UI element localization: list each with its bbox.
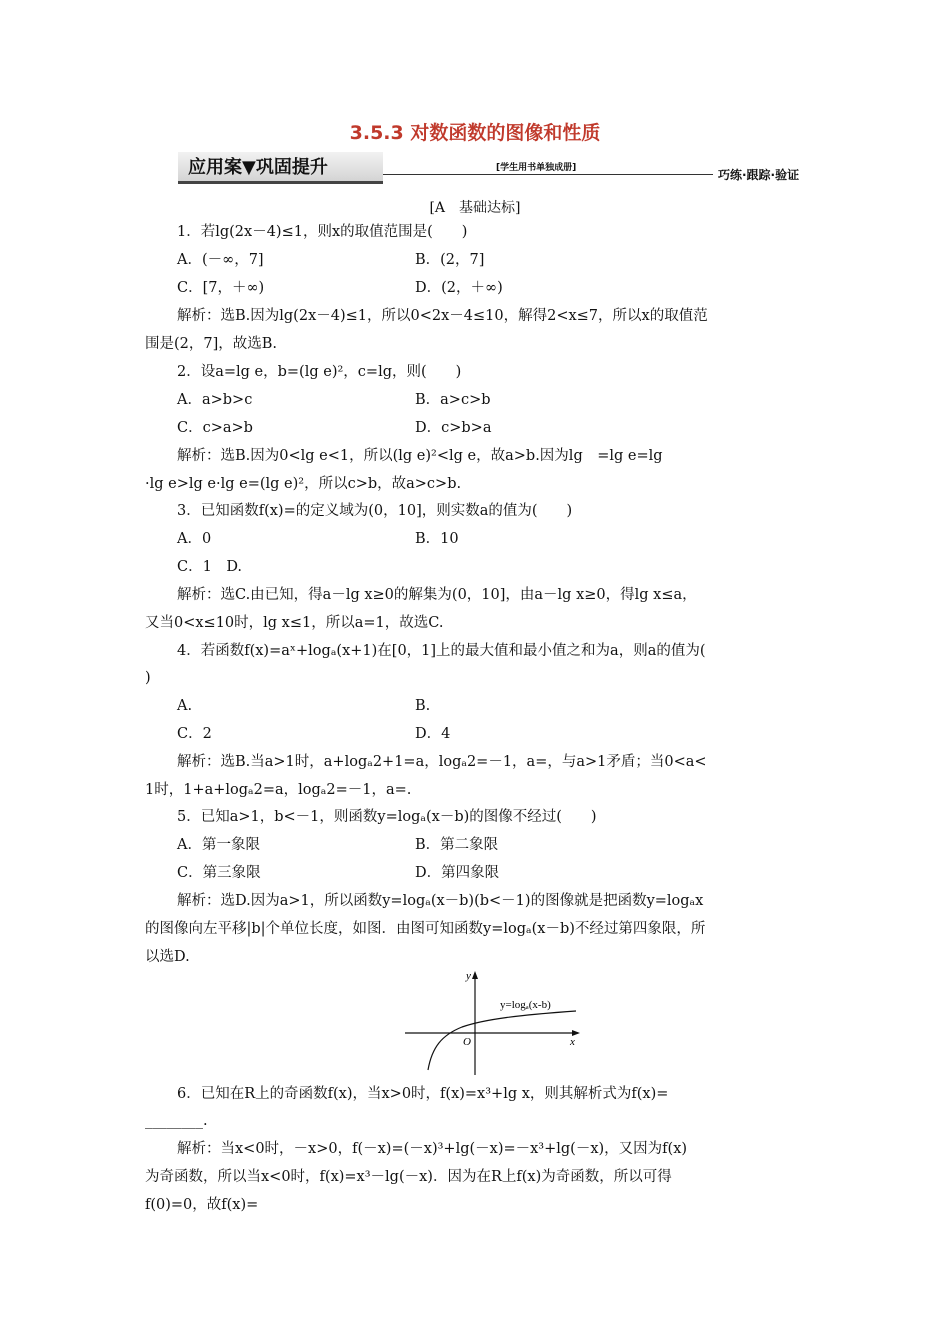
q6-solution-line-2: 为奇函数，所以当x<0时，f(x)=x³－lg(－x)．因为在R上f(x)为奇函数，所以可得 xyxy=(145,1169,672,1185)
q4-solution-line-2: 1时，1+a+logₐ2=a，logₐ2=－1，a=. xyxy=(145,782,412,798)
banner-right-label: 巧练·跟踪·验证 xyxy=(718,168,800,182)
q6-solution-line-1: 解析：当x<0时，－x>0，f(－x)=(－x)³+lg(－x)=－x³+lg(－x)，又因为f(x) xyxy=(177,1141,688,1157)
q2-option-d: D．c>b>a xyxy=(415,420,492,436)
q4-option-b: B. xyxy=(415,698,431,714)
question-4-continued: ) xyxy=(145,670,151,686)
q2-option-c: C．c>a>b xyxy=(177,420,253,436)
q3-option-c-d: C．1 D. xyxy=(177,559,243,575)
q1-option-b: B．(2，7] xyxy=(415,252,485,268)
q5-solution-line-1: 解析：选D.因为a>1，所以函数y=logₐ(x－b)(b<－1)的图像就是把函数y=logₐx xyxy=(177,893,704,909)
origin-label: O xyxy=(463,1036,471,1048)
q6-solution-line-3: f(0)=0，故f(x)= xyxy=(145,1197,259,1213)
q5-solution-line-2: 的图像向左平移|b|个单位长度，如图．由图可知函数y=logₐ(x－b)不经过第四象限，所 xyxy=(145,921,706,937)
q2-solution-line-2: ·lg e>lg e·lg e=(lg e)²，所以c>b，故a>c>b. xyxy=(145,476,462,492)
q1-option-a: A．(－∞，7] xyxy=(177,252,264,268)
y-axis-arrow-icon xyxy=(472,971,478,979)
question-5: 5．已知a>1，b<－1，则函数y=logₐ(x－b)的图像不经过( ) xyxy=(177,809,597,825)
question-2: 2．设a=lg e，b=(lg e)²，c=lg，则( ) xyxy=(177,364,462,380)
question-6-blank: ________. xyxy=(145,1113,208,1129)
q5-solution-line-3: 以选D. xyxy=(145,949,190,965)
q4-solution-line-1: 解析：选B.当a>1时，a+logₐ2+1=a，logₐ2=－1，a=，与a>1矛盾；当0<a< xyxy=(177,754,707,770)
section-banner xyxy=(178,152,800,188)
q4-option-d: D．4 xyxy=(415,726,451,742)
q1-option-d: D．(2，＋∞) xyxy=(415,280,503,296)
q3-option-b: B．10 xyxy=(415,531,459,547)
log-curve xyxy=(428,1011,576,1070)
q5-option-c: C．第三象限 xyxy=(177,865,261,881)
section-heading: [A 基础达标] xyxy=(429,200,521,216)
question-3: 3．已知函数f(x)=的定义域为(0，10]，则实数a的值为( ) xyxy=(177,503,573,519)
curve-label: y=logₐ(x-b) xyxy=(500,999,551,1011)
y-axis-label: y xyxy=(466,970,471,982)
q3-solution-line-2: 又当0<x≤10时，lg x≤1，所以a=1，故选C. xyxy=(145,615,444,631)
q1-option-c: C．[7，＋∞) xyxy=(177,280,265,296)
page-title: 3.5.3 对数函数的图像和性质 xyxy=(349,122,601,144)
log-function-graph xyxy=(400,965,585,1077)
q3-option-a: A．0 xyxy=(177,531,212,547)
q1-solution-line-1: 解析：选B.因为lg(2x－4)≤1，所以0<2x－4≤10，解得2<x≤7，所以x的取值范 xyxy=(177,308,708,324)
q5-option-a: A．第一象限 xyxy=(177,837,260,853)
q2-option-a: A．a>b>c xyxy=(177,392,253,408)
x-axis-label: x xyxy=(570,1036,575,1048)
q4-option-c: C．2 xyxy=(177,726,212,742)
q5-option-d: D．第四象限 xyxy=(415,865,500,881)
q2-option-b: B．a>c>b xyxy=(415,392,491,408)
question-1: 1．若lg(2x－4)≤1，则x的取值范围是( ) xyxy=(177,224,468,240)
question-6: 6．已知在R上的奇函数f(x)，当x>0时，f(x)=x³+lg x，则其解析式为f(x)= xyxy=(177,1086,669,1102)
banner-note: [学生用书单独成册] xyxy=(496,163,577,173)
q4-option-a: A. xyxy=(177,698,193,714)
q1-solution-line-2: 围是(2，7]，故选B. xyxy=(145,336,278,352)
banner-label: 应用案▼巩固提升 xyxy=(178,152,383,184)
banner-divider xyxy=(383,174,713,175)
q2-solution-line-1: 解析：选B.因为0<lg e<1，所以(lg e)²<lg e，故a>b.因为lg =lg e=lg xyxy=(177,448,663,464)
q3-solution-line-1: 解析：选C.由已知，得a－lg x≥0的解集为(0，10]，由a－lg x≥0，得lg x≤a， xyxy=(177,587,697,603)
q5-option-b: B．第二象限 xyxy=(415,837,499,853)
question-4: 4．若函数f(x)=aˣ+logₐ(x+1)在[0，1]上的最大值和最小值之和为a，则a的值为( xyxy=(177,643,706,659)
